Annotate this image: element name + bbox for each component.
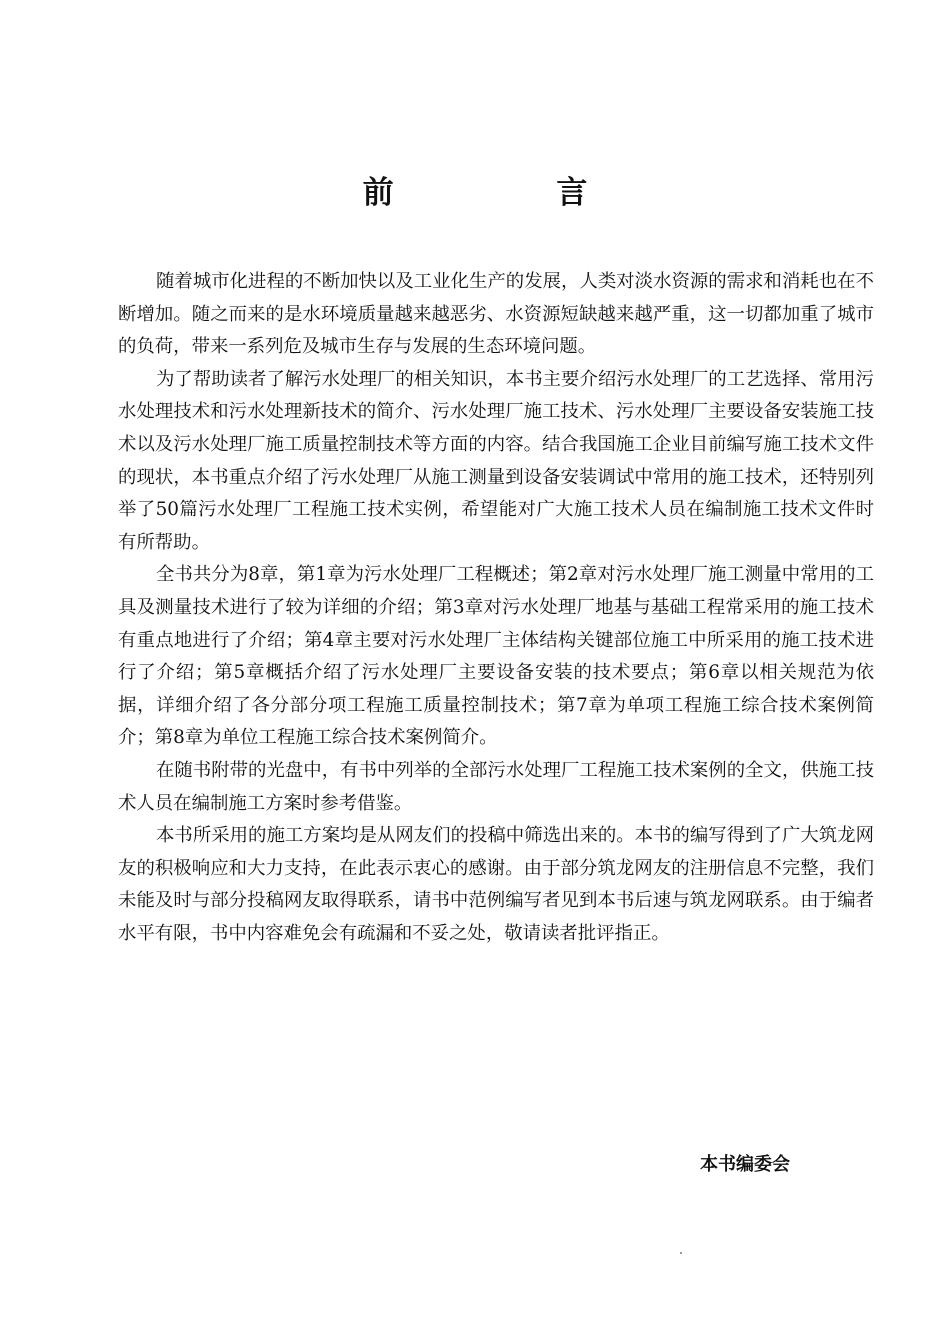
paragraph-1: 随着城市化进程的不断加快以及工业化生产的发展，人类对淡水资源的需求和消耗也在不断增加。随之而来的是水环境质量越来越恶劣、水资源短缺越来越严重，这一切都加重了城市的负荷，带来一系列危及城市生存与发展的生态环境问题。 <box>118 271 874 358</box>
scan-speck <box>680 1252 682 1254</box>
page-title: 前 言 <box>362 175 664 211</box>
paragraph-4: 在随书附带的光盘中，有书中列举的全部污水处理厂工程施工技术案例的全文，供施工技术人员在编制施工方案时参考借鉴。 <box>118 759 874 814</box>
preface-body <box>118 266 874 950</box>
editorial-board-signature: 本书编委会 <box>700 1154 790 1175</box>
paragraph-2: 为了帮助读者了解污水处理厂的相关知识，本书主要介绍污水处理厂的工艺选择、常用污水处理技术和污水处理新技术的简介、污水处理厂施工技术、污水处理厂主要设备安装施工技术以及污水处理厂施工质量控制技术等方面的内容。结合我国施工企业目前编写施工技术文件的现状，本书重点介绍了污水处理厂从施工测量到设备安装调试中常用的施工技术，还特别列举了50篇污水处理厂工程施工技术实例，希望能对广大施工技术人员在编制施工技术文件时有所帮助。 <box>118 368 874 553</box>
paragraph-5: 本书所采用的施工方案均是从网友们的投稿中筛选出来的。本书的编写得到了广大筑龙网友的积极响应和大力支持，在此表示衷心的感谢。由于部分筑龙网友的注册信息不完整，我们未能及时与部分投稿网友取得联系，请书中范例编写者见到本书后速与筑龙网联系。由于编者水平有限，书中内容难免会有疏漏和不妥之处，敬请读者批评指正。 <box>118 825 874 944</box>
paragraph-3: 全书共分为8章，第1章为污水处理厂工程概述；第2章对污水处理厂施工测量中常用的工具及测量技术进行了较为详细的介绍；第3章对污水处理厂地基与基础工程常采用的施工技术有重点地进行了介绍；第4章主要对污水处理厂主体结构关键部位施工中所采用的施工技术进行了介绍；第5章概括介绍了污水处理厂主要设备安装的技术要点；第6章以相关规范为依据，详细介绍了各分部分项工程施工质量控制技术；第7章为单项工程施工综合技术案例简介；第8章为单位工程施工综合技术案例简介。 <box>118 564 874 749</box>
